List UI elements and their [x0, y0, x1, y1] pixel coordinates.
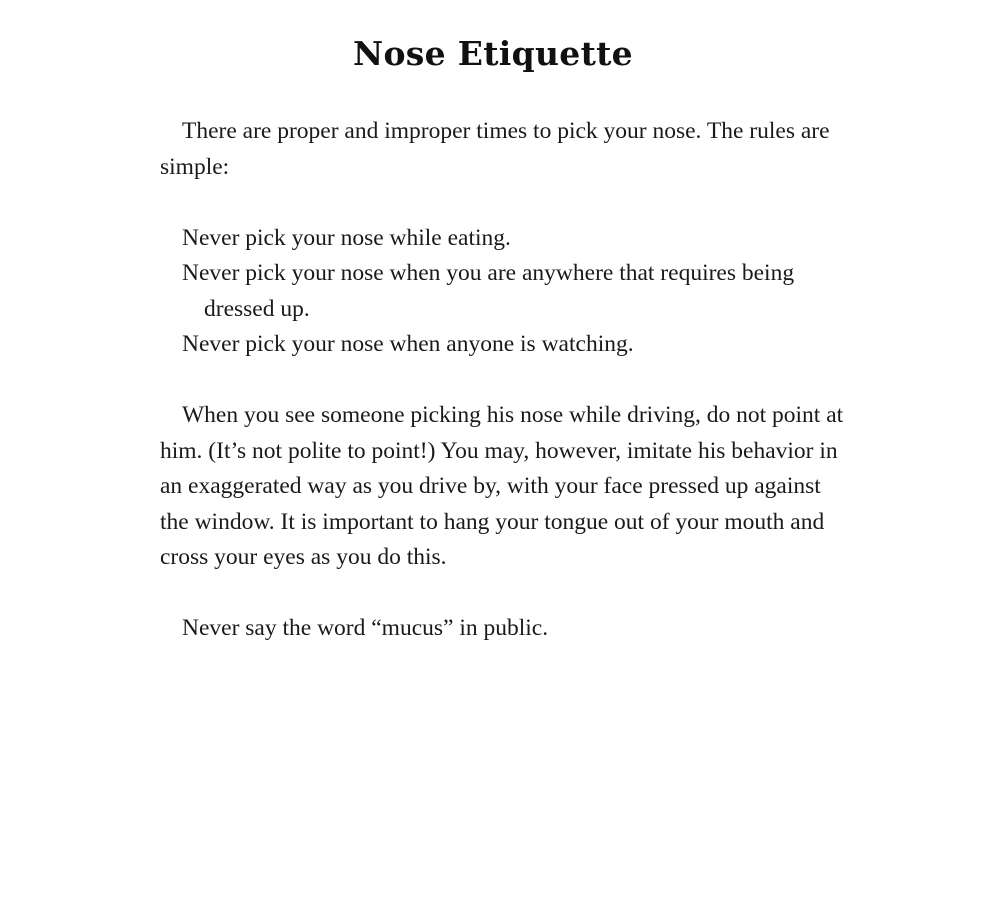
rules-list	[160, 221, 850, 363]
closing-paragraph: Never say the word “mucus” in public.	[182, 615, 549, 641]
driving-paragraph: When you see someone picking his nose while driving, do not point at him. (It’s not polite to point!) You may, however, imitate his behavior in an exaggerated way as you drive by, with your face pressed up against the window. It is important to hang your tongue out of your mouth and cross your eyes as you do this.	[160, 402, 844, 570]
intro-paragraph: There are proper and improper times to pick your nose. The rules are simple:	[160, 118, 830, 180]
rule-item: Never pick your nose while eating.	[182, 224, 511, 251]
document-body	[160, 114, 850, 682]
rule-item: Never pick your nose when you are anywhere that requires being dressed up.	[182, 260, 795, 322]
rule-item: Never pick your nose when anyone is watching.	[182, 331, 634, 357]
page-title: Nose Etiquette	[353, 34, 633, 73]
